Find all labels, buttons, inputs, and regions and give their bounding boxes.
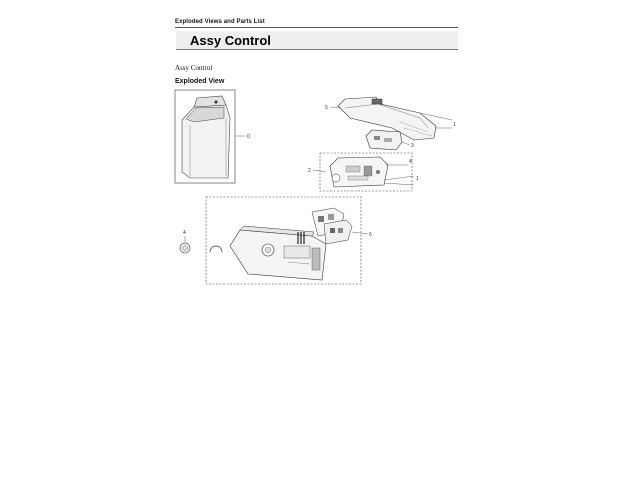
washer-thumbnail <box>175 90 235 183</box>
callout-6: 6 <box>369 232 372 238</box>
assembly-subtitle: Assy Control <box>175 64 213 72</box>
main-pcb-part <box>330 157 388 187</box>
callout-2: 2 <box>308 168 311 174</box>
knob-ring-part <box>210 246 222 252</box>
callout-5: 5 <box>325 105 328 111</box>
callout-4a: 4 <box>409 159 412 165</box>
callout-4b: 4 <box>183 230 186 236</box>
knob-part <box>180 243 190 253</box>
control-panel-part <box>230 226 326 280</box>
leader-3 <box>402 142 410 145</box>
page-title: Assy Control <box>190 33 271 48</box>
exploded-view-heading: Exploded View <box>175 78 225 85</box>
callout-1a: 1 <box>453 122 456 128</box>
callout-1b: 1 <box>416 176 419 182</box>
section-header: Exploded Views and Parts List <box>175 19 265 25</box>
leader-6 <box>352 232 368 234</box>
callout-3: 3 <box>411 143 414 149</box>
leader-2 <box>313 170 326 172</box>
callout-washer: 0 <box>247 134 250 140</box>
leader-1b <box>384 176 414 180</box>
sub-pcb-part <box>366 130 402 150</box>
